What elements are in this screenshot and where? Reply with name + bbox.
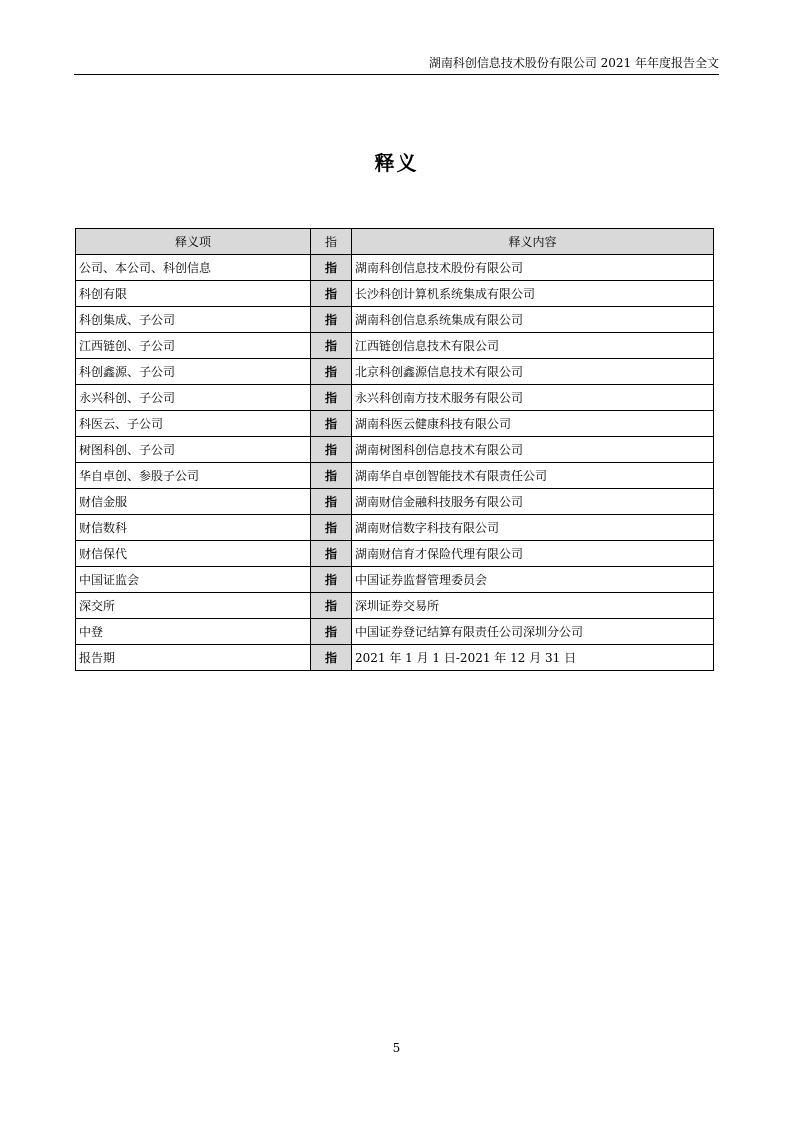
table-row [76,281,714,307]
ref-cell: 指 [311,411,352,437]
definitions-table [75,228,714,671]
term-cell: 深交所 [76,593,311,619]
column-header-meaning: 释义内容 [352,229,714,255]
ref-cell: 指 [311,463,352,489]
ref-cell: 指 [311,281,352,307]
table-row [76,333,714,359]
term-cell: 江西链创、子公司 [76,333,311,359]
column-header-term: 释义项 [76,229,311,255]
term-cell: 华自卓创、参股子公司 [76,463,311,489]
term-cell: 科创集成、子公司 [76,307,311,333]
term-cell: 科创有限 [76,281,311,307]
ref-cell: 指 [311,593,352,619]
table-row [76,619,714,645]
term-cell: 财信数科 [76,515,311,541]
meaning-cell: 中国证券登记结算有限责任公司深圳分公司 [352,619,714,645]
term-cell: 财信保代 [76,541,311,567]
ref-cell: 指 [311,255,352,281]
ref-cell: 指 [311,385,352,411]
table-row [76,645,714,671]
term-cell: 报告期 [76,645,311,671]
table-row [76,489,714,515]
table-row [76,307,714,333]
term-cell: 永兴科创、子公司 [76,385,311,411]
meaning-cell: 湖南科医云健康科技有限公司 [352,411,714,437]
term-cell: 财信金服 [76,489,311,515]
meaning-cell: 湖南科创信息技术股份有限公司 [352,255,714,281]
meaning-cell: 永兴科创南方技术服务有限公司 [352,385,714,411]
page-header: 湖南科创信息技术股份有限公司 2021 年年度报告全文 [74,54,719,75]
ref-cell: 指 [311,567,352,593]
term-cell: 中国证监会 [76,567,311,593]
table-row [76,437,714,463]
term-cell: 科医云、子公司 [76,411,311,437]
table-row [76,359,714,385]
table-row [76,411,714,437]
table-row [76,255,714,281]
meaning-cell: 江西链创信息技术有限公司 [352,333,714,359]
table-row [76,515,714,541]
table-row [76,541,714,567]
page-title: 释义 [374,151,419,175]
ref-cell: 指 [311,359,352,385]
term-cell: 科创鑫源、子公司 [76,359,311,385]
ref-cell: 指 [311,645,352,671]
column-header-ref: 指 [311,229,352,255]
term-cell: 中登 [76,619,311,645]
meaning-cell: 北京科创鑫源信息技术有限公司 [352,359,714,385]
meaning-cell: 湖南财信育才保险代理有限公司 [352,541,714,567]
ref-cell: 指 [311,515,352,541]
ref-cell: 指 [311,489,352,515]
meaning-cell: 湖南财信数字科技有限公司 [352,515,714,541]
table-row [76,463,714,489]
table-row [76,593,714,619]
meaning-cell: 中国证券监督管理委员会 [352,567,714,593]
term-cell: 树图科创、子公司 [76,437,311,463]
term-cell: 公司、本公司、科创信息 [76,255,311,281]
table-row [76,567,714,593]
page-number: 5 [392,1041,401,1055]
table-row [76,385,714,411]
ref-cell: 指 [311,333,352,359]
meaning-cell: 湖南华自卓创智能技术有限责任公司 [352,463,714,489]
meaning-cell: 2021 年 1 月 1 日-2021 年 12 月 31 日 [352,645,714,671]
table-header-row [76,229,714,255]
meaning-cell: 湖南财信金融科技服务有限公司 [352,489,714,515]
ref-cell: 指 [311,307,352,333]
ref-cell: 指 [311,541,352,567]
ref-cell: 指 [311,437,352,463]
meaning-cell: 深圳证券交易所 [352,593,714,619]
meaning-cell: 湖南树图科创信息技术有限公司 [352,437,714,463]
meaning-cell: 湖南科创信息系统集成有限公司 [352,307,714,333]
ref-cell: 指 [311,619,352,645]
meaning-cell: 长沙科创计算机系统集成有限公司 [352,281,714,307]
